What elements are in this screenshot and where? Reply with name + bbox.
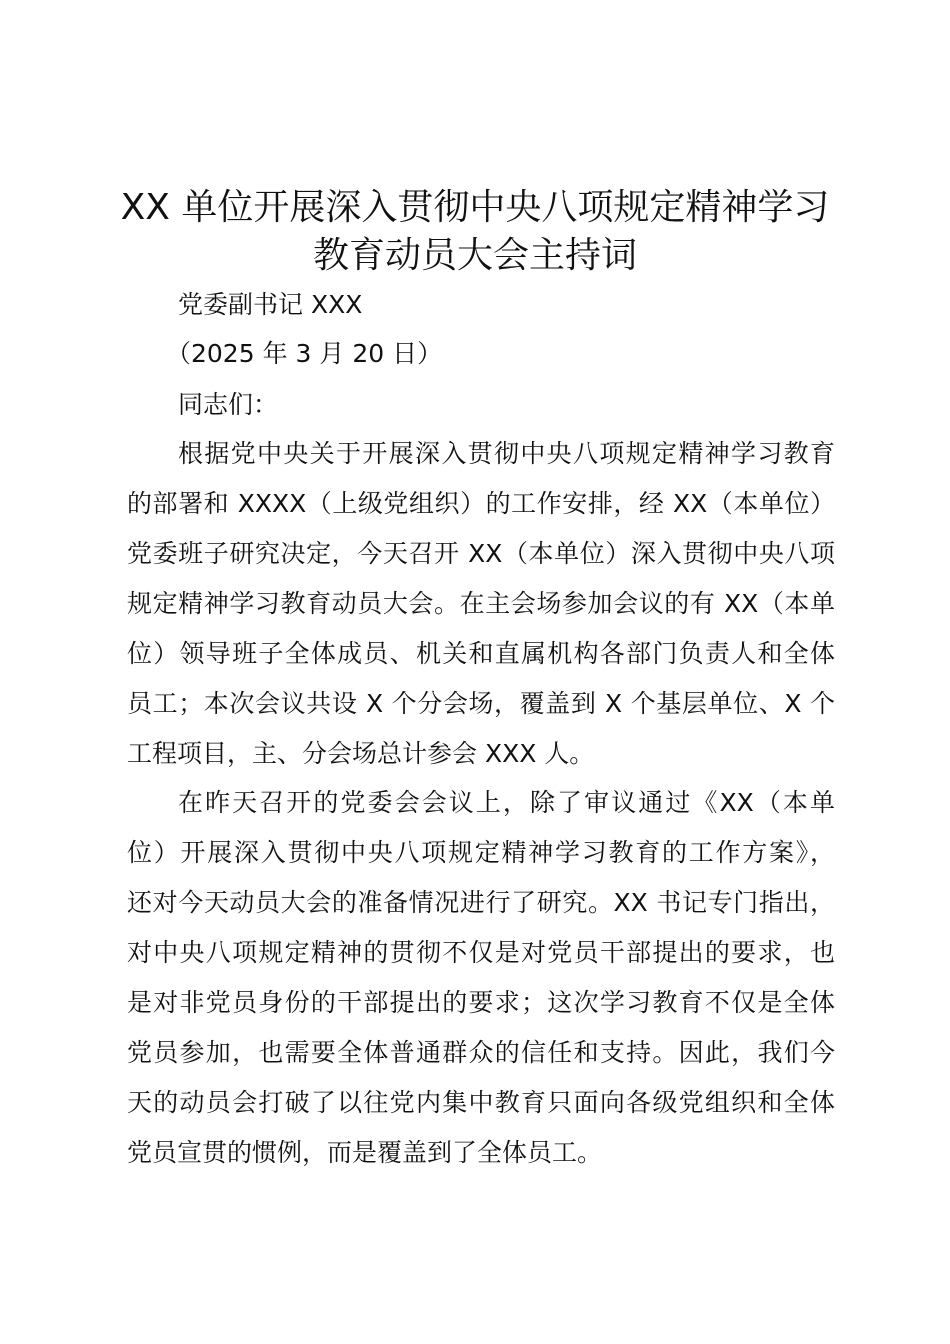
date-line: （2025 年 3 月 20 日） xyxy=(166,339,443,368)
paragraph-1-line: 位）领导班子全体成员、机关和直属机构各部门负责人和全体 xyxy=(127,639,835,668)
paragraph-2-line: 是对非党员身份的干部提出的要求；这次学习教育不仅是全体 xyxy=(127,988,835,1017)
paragraph-1-line: 规定精神学习教育动员大会。在主会场参加会议的有 XX（本单 xyxy=(127,589,835,618)
paragraph-1-line: 的部署和 XXXX（上级党组织）的工作安排，经 XX（本单位） xyxy=(127,489,835,518)
paragraph-1-line: 根据党中央关于开展深入贯彻中央八项规定精神学习教育 xyxy=(178,439,835,468)
paragraph-1-line: 党委班子研究决定，今天召开 XX（本单位）深入贯彻中央八项 xyxy=(127,539,835,568)
paragraph-2-line: 对中央八项规定精神的贯彻不仅是对党员干部提出的要求，也 xyxy=(127,938,835,967)
paragraph-2-line: 在昨天召开的党委会会议上，除了审议通过《XX（本单 xyxy=(178,788,835,817)
paragraph-2-line: 还对今天动员大会的准备情况进行了研究。XX 书记专门指出， xyxy=(127,888,835,917)
paragraph-2-line: 天的动员会打破了以往党内集中教育只面向各级党组织和全体 xyxy=(127,1088,835,1117)
document-title-line-2: 教育动员大会主持词 xyxy=(312,235,637,276)
paragraph-1-line: 工程项目，主、分会场总计参会 XXX 人。 xyxy=(127,739,595,768)
paragraph-2-line: 党员宣贯的惯例，而是覆盖到了全体员工。 xyxy=(127,1138,603,1167)
paragraph-2-line: 位）开展深入贯彻中央八项规定精神学习教育的工作方案》， xyxy=(127,838,835,867)
paragraph-1-line: 员工；本次会议共设 X 个分会场，覆盖到 X 个基层单位、X 个 xyxy=(127,689,835,718)
speaker-line: 党委副书记 XXX xyxy=(178,290,363,319)
paragraph-2-line: 党员参加，也需要全体普通群众的信任和支持。因此，我们今 xyxy=(127,1038,835,1067)
salutation: 同志们： xyxy=(178,390,279,419)
document-title-line-1: XX 单位开展深入贯彻中央八项规定精神学习 xyxy=(120,187,830,228)
